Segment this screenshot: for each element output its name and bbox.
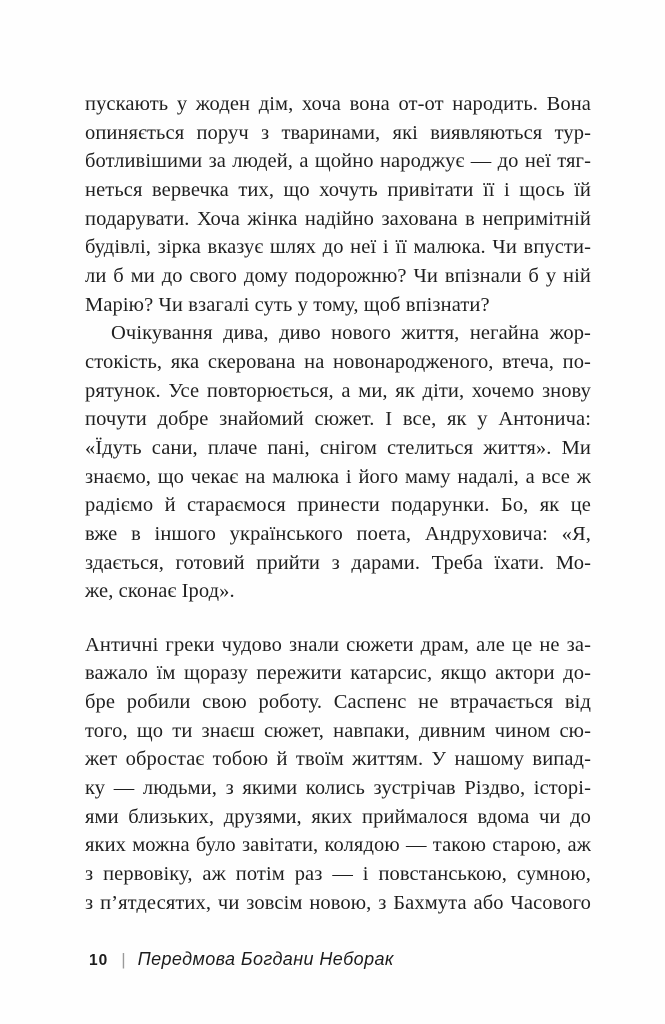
text-line: знаємо, що чекає на малюка і його маму надалі, а все ж bbox=[85, 465, 591, 488]
text-line: важало їм щоразу пережити катарсис, якщо актори до- bbox=[85, 662, 591, 685]
text-line: пускають у жоден дім, хоча вона от-от народить. Вона bbox=[85, 93, 591, 115]
text-line: того, що ти знаєш сюжет, навпаки, дивним чином сю- bbox=[85, 719, 591, 742]
text-line: Очікування дива, диво нового життя, негайна жор- bbox=[111, 322, 591, 345]
text-line: неться вервечка тих, що хочуть привітати її і щось їй bbox=[85, 178, 591, 201]
text-line: Марію? Чи взагалі суть у тому, щоб впізнати? bbox=[85, 293, 490, 316]
text-line: вже в іншого українського поета, Андруховича: «Я, bbox=[85, 522, 591, 545]
paragraph bbox=[85, 319, 591, 606]
text-line: опиняється поруч з тваринами, які виявляються тур- bbox=[85, 121, 591, 144]
text-line: з п’ятдесятих, чи зовсім новою, з Бахмута або Часового bbox=[85, 891, 591, 914]
text-line: ями близьких, друзями, яких приймалося вдома чи до bbox=[85, 805, 591, 828]
page-number: 10 bbox=[89, 952, 109, 969]
footer-chapter-title: Передмова Богдани Неборак bbox=[137, 949, 394, 969]
text-line: ботливішими за людей, а щойно народжує — до неї тяг- bbox=[85, 150, 591, 173]
text-line: радіємо й стараємося принести подарунки. Бо, як це bbox=[85, 494, 591, 517]
text-line: ку — людьми, з якими колись зустрічав Різдво, історі- bbox=[85, 777, 591, 800]
page-footer bbox=[89, 949, 394, 970]
text-line: з первовіку, аж потім раз — і повстанською, сумною, bbox=[85, 863, 591, 886]
text-line: яких можна було завітати, колядою — такою старою, аж bbox=[85, 834, 591, 857]
text-line: ли б ми до свого дому подорожню? Чи впізнали б у ній bbox=[85, 264, 591, 287]
paragraph bbox=[85, 631, 591, 918]
text-block bbox=[85, 90, 591, 917]
text-line: подарувати. Хоча жінка надійно захована в непримітній bbox=[85, 207, 591, 230]
text-line: бре робили свою роботу. Саспенс не втрачається від bbox=[85, 691, 591, 714]
footer-separator: | bbox=[121, 950, 126, 969]
text-line: будівлі, зірка вказує шлях до неї і її малюка. Чи впусти- bbox=[85, 236, 591, 259]
text-line: же, сконає Ірод». bbox=[85, 580, 235, 603]
text-line: жет обростає тобою й твоїм життям. У нашому випад- bbox=[85, 748, 591, 771]
paragraph bbox=[85, 90, 591, 319]
text-line: Античні греки чудово знали сюжети драм, але це не за- bbox=[85, 633, 591, 656]
text-line: почути добре знайомий сюжет. І все, як у Антонича: bbox=[85, 408, 591, 431]
text-line: рятунок. Усе повторюється, а ми, як діти, хочемо знову bbox=[85, 379, 591, 402]
text-line: здається, готовий прийти з дарами. Треба їхати. Мо- bbox=[85, 551, 591, 574]
text-line: «Їдуть сани, плаче пані, снігом стелиться життя». Ми bbox=[85, 436, 591, 459]
text-line: стокість, яка скерована на новонародженого, втеча, по- bbox=[85, 350, 591, 373]
